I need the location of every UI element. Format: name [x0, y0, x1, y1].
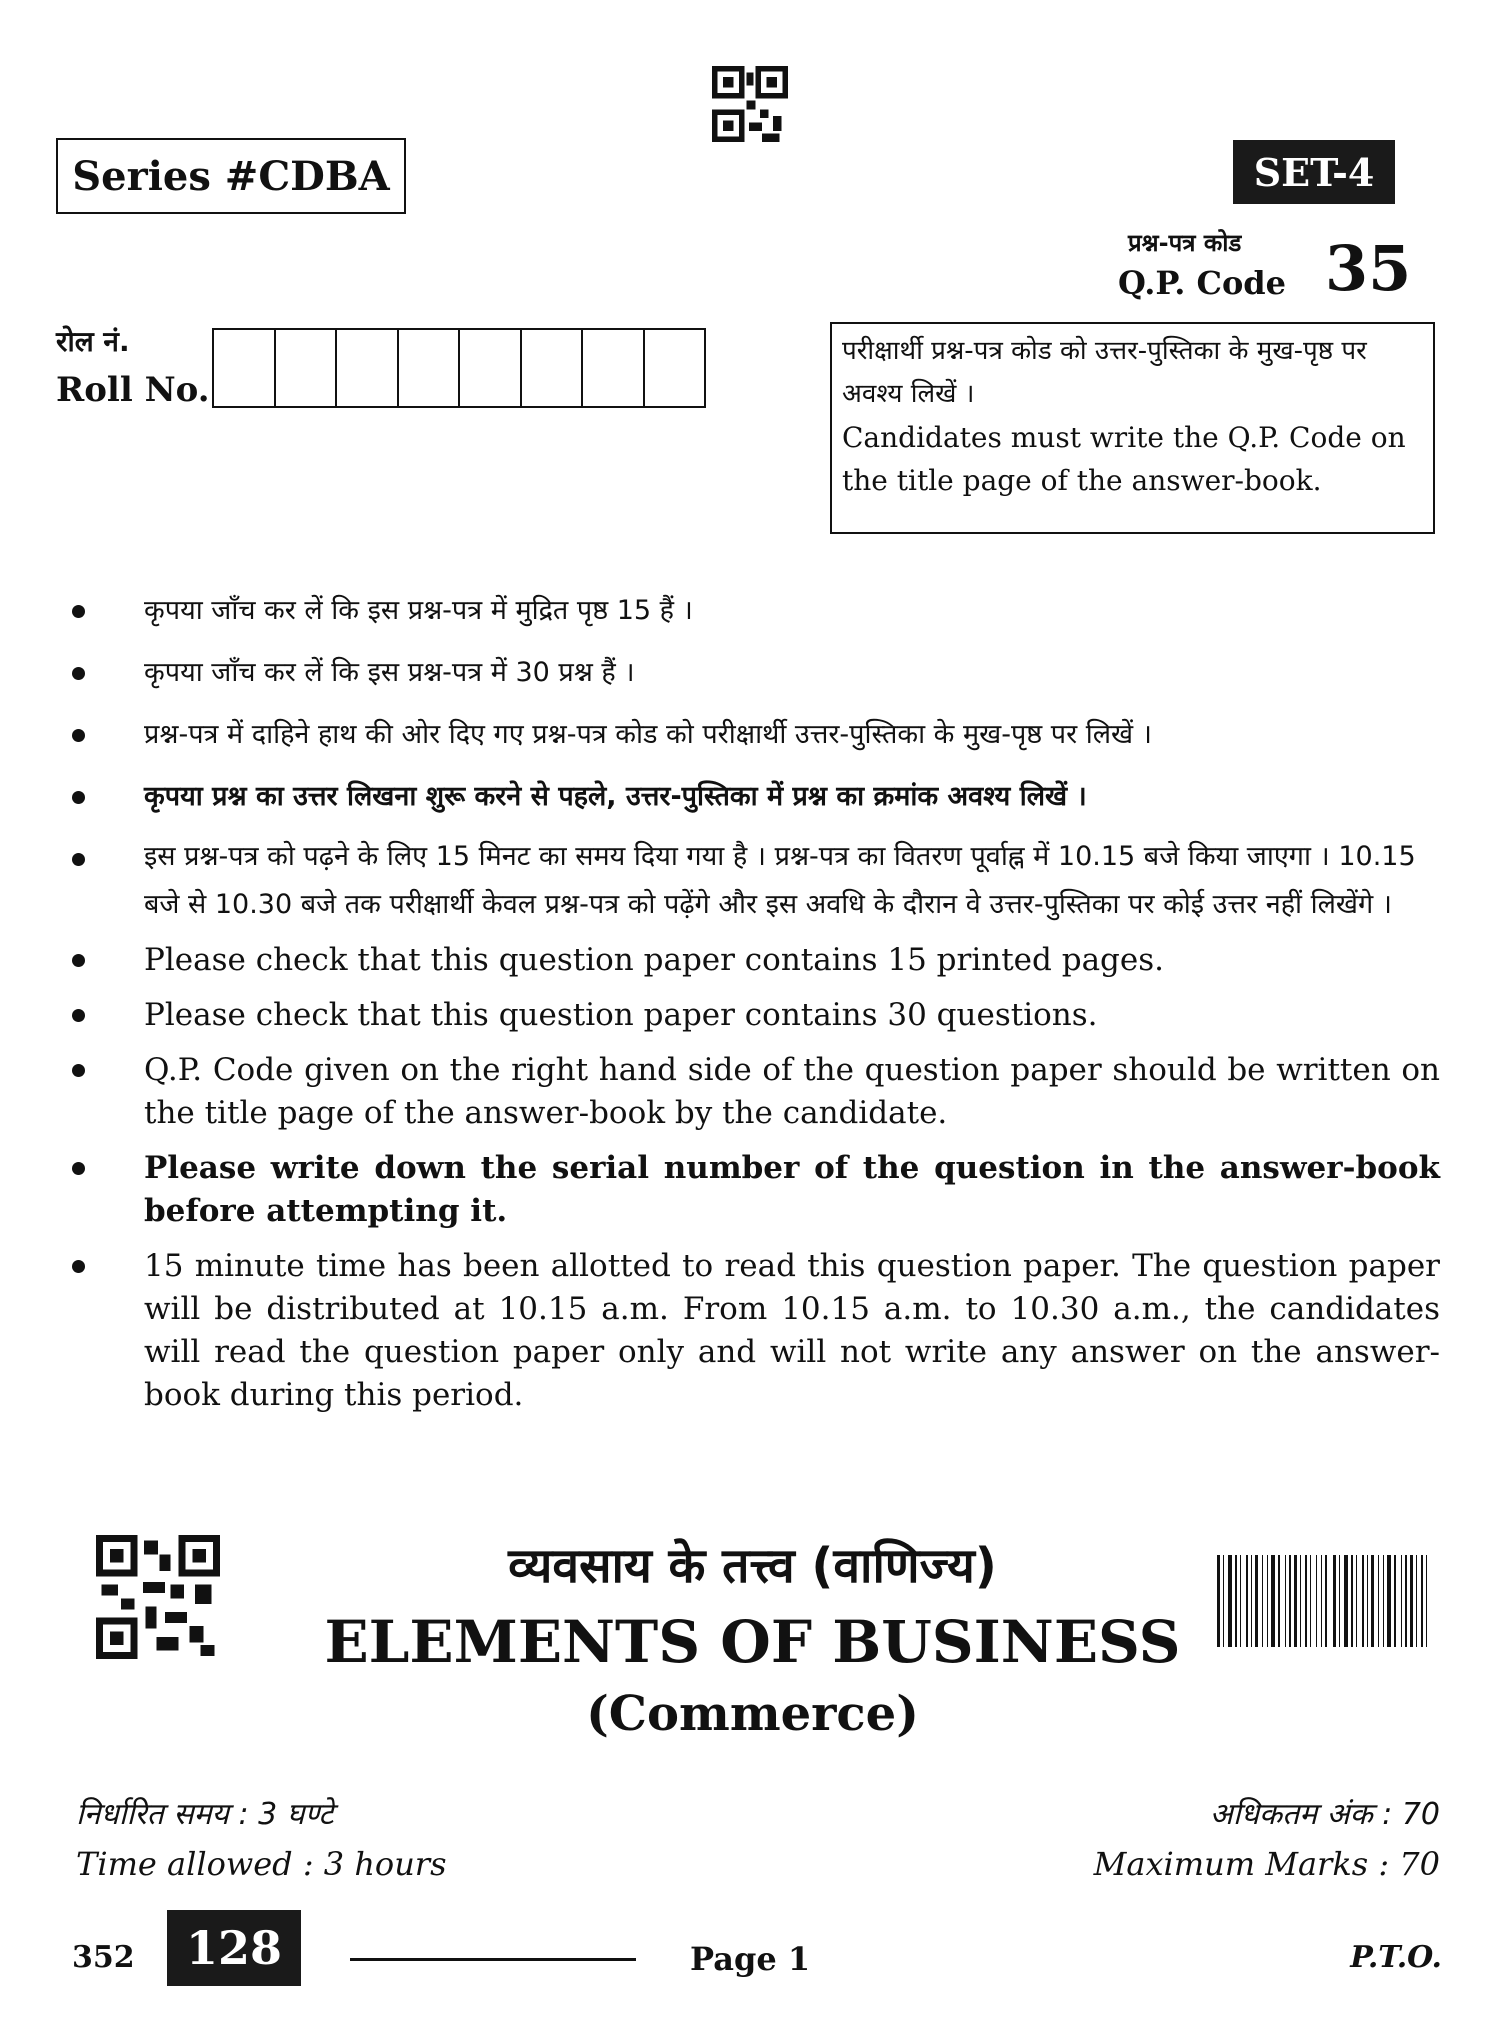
instruction-item: Please check that this question paper contains 15 printed pages. [72, 939, 1440, 982]
maximum-marks: Maximum Marks : 70 [1093, 1845, 1440, 1883]
instruction-item: Please write down the serial number of the question in the answer-book before attempting it. [72, 1147, 1440, 1233]
instruction-item: कृपया प्रश्न का उत्तर लिखना शुरू करने से पहले, उत्तर-पुस्तिका में प्रश्न का क्रमांक अवश्य लिखें । [72, 771, 1440, 823]
bullet-icon [72, 729, 85, 742]
roll-digit-box[interactable] [645, 330, 705, 406]
instruction-item: प्रश्न-पत्र में दाहिने हाथ की ओर दिए गए प्रश्न-पत्र कोड को परीक्षार्थी उत्तर-पुस्तिका के मुख-पृष्ठ पर लिखें । [72, 709, 1440, 761]
roll-digit-box[interactable] [214, 330, 276, 406]
paper-code: 352 [72, 1940, 135, 1975]
bullet-icon [72, 1162, 85, 1175]
bullet-icon [72, 791, 85, 804]
set-badge: SET-4 [1233, 140, 1395, 204]
bullet-icon [72, 667, 85, 680]
instruction-item: कृपया जाँच कर लें कि इस प्रश्न-पत्र में मुद्रित पृष्ठ 15 हैं । [72, 585, 1440, 637]
bullet-icon [72, 954, 85, 967]
roll-digit-box[interactable] [337, 330, 399, 406]
instruction-item: 15 minute time has been allotted to read this question paper. The question paper will be distributed at 10.15 a.m. From 10.15 a.m. to 10.30 a.m., the candidates will read the question paper only and will not write any answer on the answer-book during this period. [72, 1245, 1440, 1417]
notice-english: Candidates must write the Q.P. Code on the title page of the answer-book. [842, 421, 1406, 497]
roll-digit-box[interactable] [399, 330, 461, 406]
bullet-icon [72, 1009, 85, 1022]
roll-digit-box[interactable] [460, 330, 522, 406]
time-allowed-hindi: निर्धारित समय : 3 घण्टे [76, 1797, 334, 1832]
notice-hindi: परीक्षार्थी प्रश्न-पत्र कोड को उत्तर-पुस्तिका के मुख-पृष्ठ पर अवश्य लिखें । [842, 336, 1367, 409]
subject-title: ELEMENTS OF BUSINESS [324, 1608, 1181, 1676]
qp-code-value: 35 [1325, 232, 1412, 305]
subject-title-hindi: व्यवसाय के तत्त्व (वाणिज्य) [508, 1538, 997, 1594]
roll-digit-box[interactable] [583, 330, 645, 406]
barcode [1215, 1555, 1430, 1647]
qp-code-notice [830, 322, 1435, 534]
page-number: Page 1 [690, 1940, 811, 1978]
instruction-item: Please check that this question paper contains 30 questions. [72, 994, 1440, 1037]
box-number: 128 [167, 1910, 301, 1986]
bullet-icon [72, 853, 85, 866]
instructions-list [72, 585, 1440, 1429]
instruction-item: कृपया जाँच कर लें कि इस प्रश्न-पत्र में 30 प्रश्न हैं । [72, 647, 1440, 699]
instruction-item: इस प्रश्न-पत्र को पढ़ने के लिए 15 मिनट का समय दिया गया है । प्रश्न-पत्र का वितरण पूर्वाह्न में 10.15 बजे किया जाएगा । 10.15 बजे से 10.30 बजे तक परीक्षार्थी केवल प्रश्न-पत्र को पढ़ेंगे और इस अवधि के दौरान वे उत्तर-पुस्तिका पर कोई उत्तर नहीं लिखेंगे । [72, 833, 1440, 929]
subject-subtitle: (Commerce) [586, 1686, 919, 1742]
qp-code-label-hindi: प्रश्न-पत्र कोड [1128, 229, 1242, 257]
roll-digit-box[interactable] [522, 330, 584, 406]
roll-label: Roll No. [56, 370, 210, 410]
instruction-item: Q.P. Code given on the right hand side of the question paper should be written on the title page of the answer-book by the candidate. [72, 1049, 1440, 1135]
roll-number-boxes[interactable] [212, 328, 706, 408]
pto-label: P.T.O. [1350, 1940, 1442, 1975]
qr-code-top [712, 66, 788, 142]
roll-label-hindi: रोल नं. [56, 325, 130, 358]
footer-rule [350, 1958, 636, 1961]
bullet-icon [72, 1064, 85, 1077]
maximum-marks-hindi: अधिकतम अंक : 70 [1209, 1797, 1440, 1832]
bullet-icon [72, 605, 85, 618]
roll-digit-box[interactable] [276, 330, 338, 406]
bullet-icon [72, 1260, 85, 1273]
series-label: Series #CDBA [56, 138, 406, 214]
time-allowed: Time allowed : 3 hours [76, 1845, 447, 1883]
qp-code-label: Q.P. Code [1118, 264, 1287, 302]
